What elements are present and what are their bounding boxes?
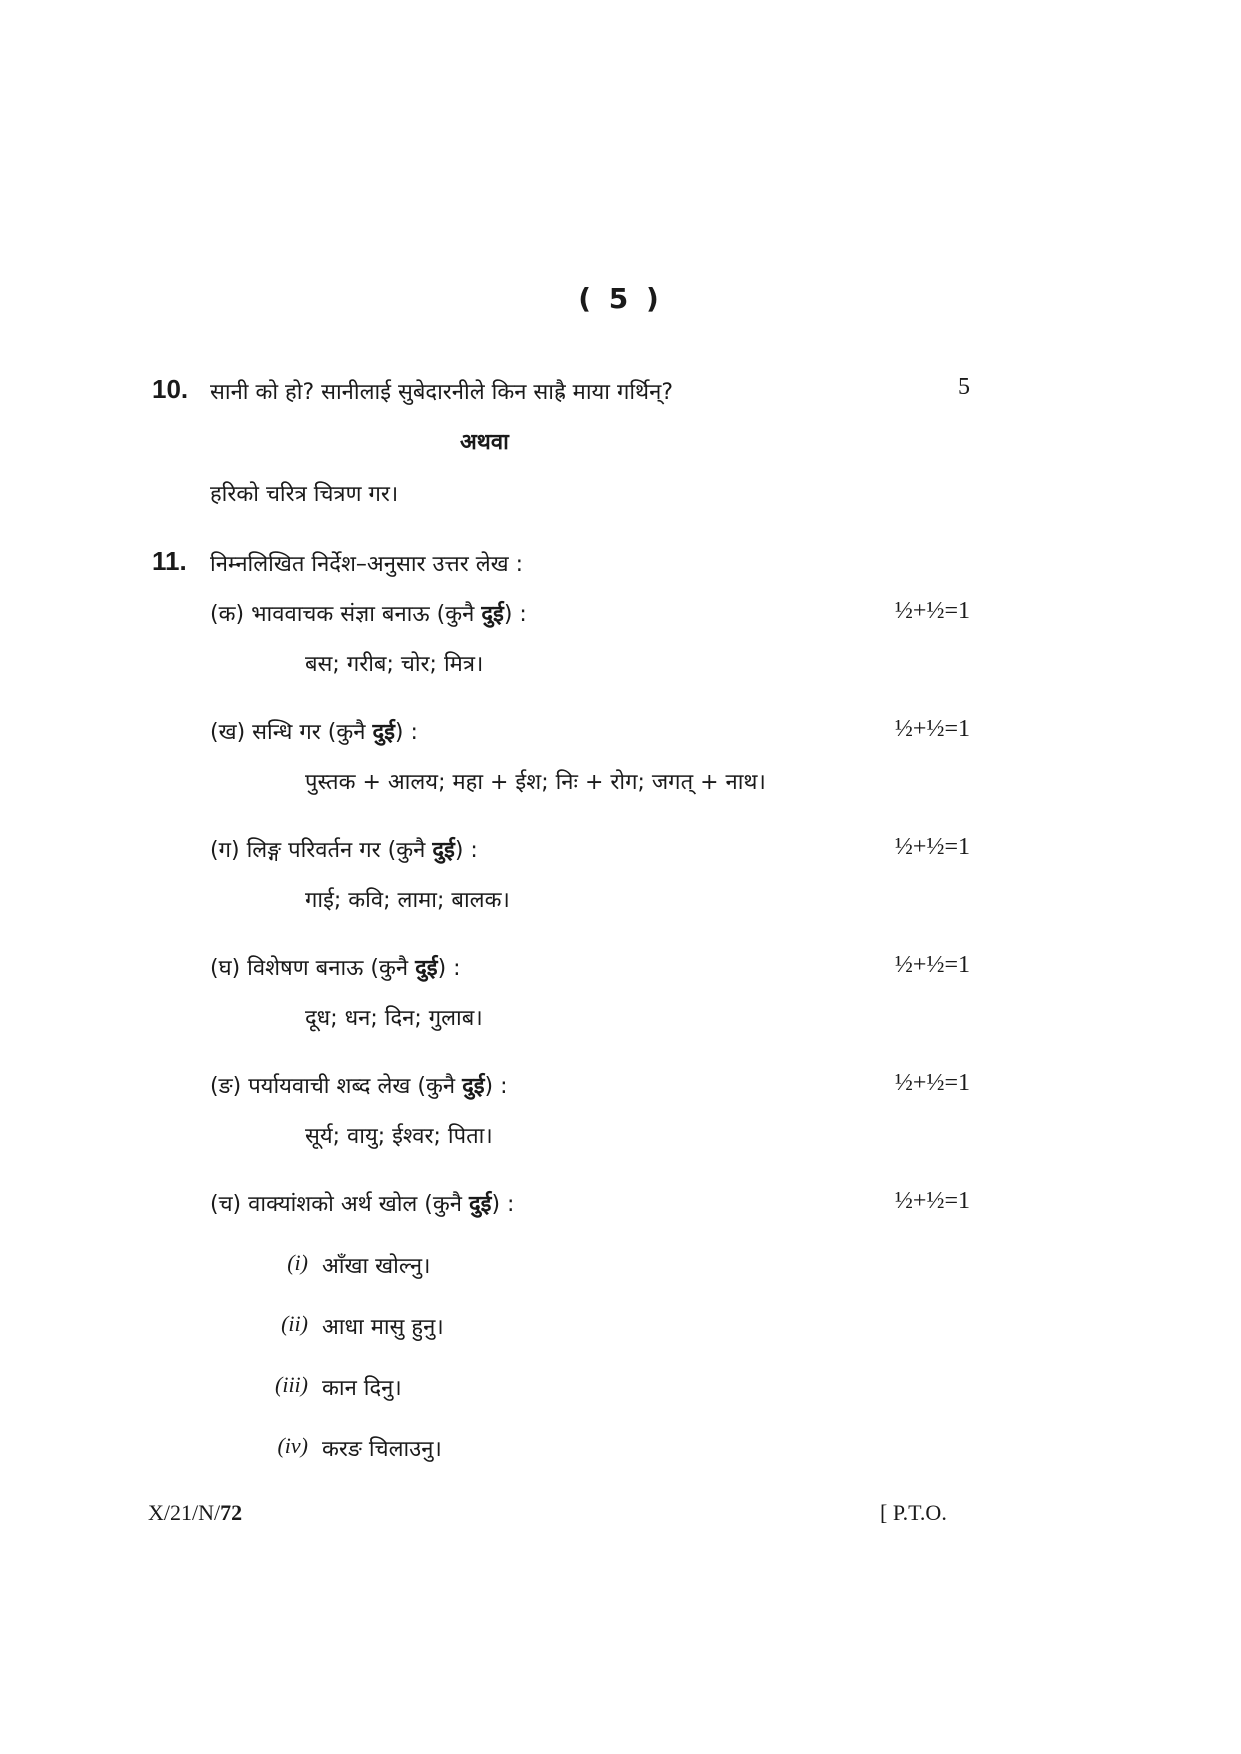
phrase-text: आँखा खोल्नु। [322, 1254, 431, 1279]
part-label: (ख) [210, 720, 246, 745]
part-cha-marks: ½+½=1 [894, 1188, 970, 1214]
part-text: वाक्यांशको अर्थ खोल (कुनै [248, 1192, 462, 1217]
question-10-text: सानी को हो? सानीलाई सुबेदारनीले किन साह्रै माया गर्थिन्? [210, 380, 674, 405]
or-label: अथवा [460, 430, 509, 455]
part-kha-items: पुस्तक + आलय; महा + ईश; निः + रोग; जगत् + नाथ। [305, 770, 766, 795]
part-label: (ङ) [210, 1074, 242, 1099]
paper-code [148, 1500, 242, 1526]
paper-code-prefix: X/21/N/ [148, 1500, 221, 1525]
part-gha-prompt [210, 952, 461, 982]
part-kha-prompt [210, 716, 418, 746]
part-ga-marks: ½+½=1 [894, 834, 970, 860]
part-end: ) : [484, 1074, 508, 1099]
question-11-instruction: निम्नलिखित निर्देश–अनुसार उत्तर लेख : [210, 552, 524, 577]
part-end: ) : [454, 838, 478, 863]
part-nga-prompt [210, 1070, 508, 1100]
part-label: (ग) [210, 838, 240, 863]
part-text: विशेषण बनाऊ (कुनै [247, 956, 409, 981]
part-emphasis: दुई [372, 720, 395, 745]
part-ga-prompt [210, 834, 478, 864]
part-kha-marks: ½+½=1 [894, 716, 970, 742]
part-ka-marks: ½+½=1 [894, 598, 970, 624]
part-ga-items: गाई; कवि; लामा; बालक। [305, 888, 510, 913]
part-text: पर्यायवाची शब्द लेख (कुनै [248, 1074, 456, 1099]
part-text: सन्धि गर (कुनै [252, 720, 366, 745]
part-label: (घ) [210, 956, 241, 981]
phrase-text: आधा मासु हुनु। [322, 1315, 444, 1340]
part-end: ) : [491, 1192, 515, 1217]
phrase-text: करङ चिलाउनु। [322, 1437, 442, 1462]
part-emphasis: दुई [432, 838, 455, 863]
pto-label: [ P.T.O. [880, 1500, 947, 1525]
question-10-number: 10. [152, 374, 189, 404]
part-ka-items: बस; गरीब; चोर; मित्र। [305, 652, 484, 677]
part-emphasis: दुई [469, 1192, 492, 1217]
phrase-number: (i) [287, 1250, 308, 1275]
part-end: ) : [394, 720, 418, 745]
page-number: ( 5 ) [578, 282, 663, 315]
phrase-number: (ii) [281, 1311, 308, 1336]
part-label: (च) [210, 1192, 242, 1217]
part-text: लिङ्ग परिवर्तन गर (कुनै [246, 838, 426, 863]
question-10-alt-text: हरिको चरित्र चित्रण गर। [210, 482, 399, 507]
question-10-marks: 5 [958, 374, 970, 400]
question-11-number: 11. [152, 546, 187, 576]
phrase-number: (iii) [275, 1372, 308, 1397]
part-cha-prompt [210, 1188, 514, 1218]
part-ka-prompt [210, 598, 527, 628]
part-emphasis: दुई [415, 956, 438, 981]
phrase-text: कान दिनु। [322, 1376, 402, 1401]
paper-code-number: 72 [220, 1500, 243, 1525]
part-emphasis: दुई [481, 602, 504, 627]
part-nga-marks: ½+½=1 [894, 1070, 970, 1096]
part-end: ) : [503, 602, 527, 627]
part-end: ) : [437, 956, 461, 981]
part-gha-marks: ½+½=1 [894, 952, 970, 978]
part-nga-items: सूर्य; वायु; ईश्वर; पिता। [305, 1124, 493, 1149]
part-text: भाववाचक संज्ञा बनाऊ (कुनै [251, 602, 475, 627]
phrase-number: (iv) [277, 1433, 308, 1458]
part-gha-items: दूध; धन; दिन; गुलाब। [305, 1006, 483, 1031]
part-emphasis: दुई [462, 1074, 485, 1099]
part-label: (क) [210, 602, 245, 627]
